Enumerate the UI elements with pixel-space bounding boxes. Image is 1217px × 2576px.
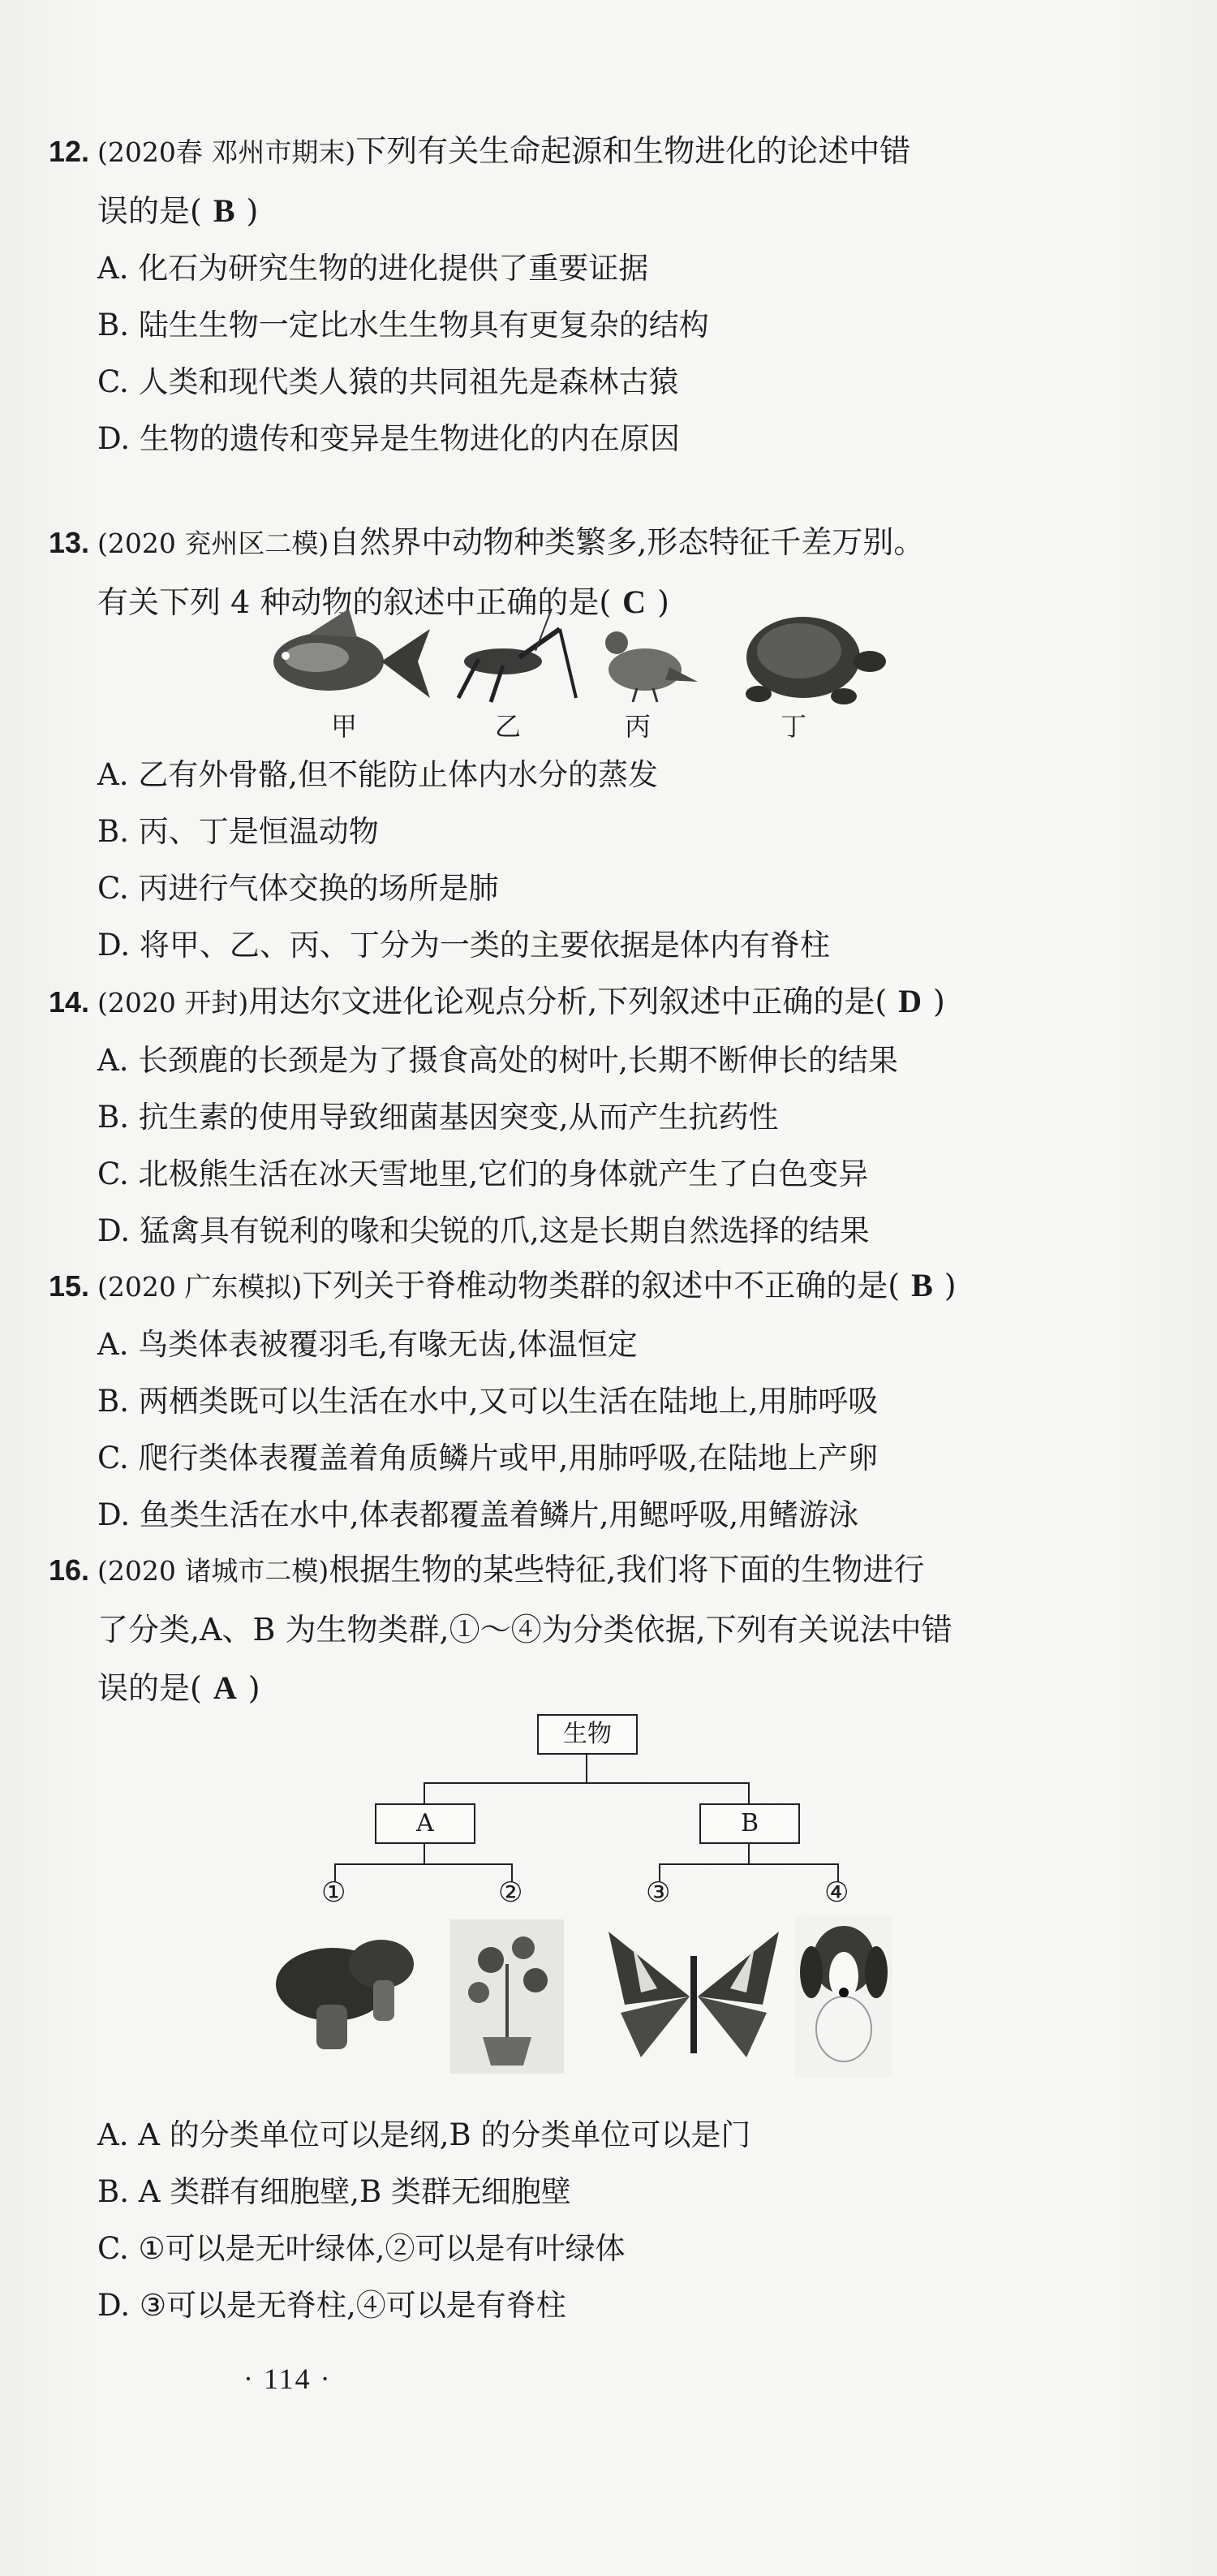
tree-connector: [424, 1782, 425, 1803]
butterfly-image: [608, 1932, 779, 2057]
page-number-dot: ·: [320, 2363, 332, 2395]
question-stem: 有关下列 4 种动物的叙述中正确的是(: [97, 584, 612, 620]
tree-node-a: A: [375, 1803, 475, 1844]
option-c: C. 丙进行气体交换的场所是肺: [97, 871, 499, 906]
question-source: (2020 开封): [97, 987, 249, 1019]
tree-leaf-label: ④: [824, 1876, 849, 1909]
option-a: A. 乙有外骨骼,但不能防止体内水分的蒸发: [97, 757, 659, 792]
question-16-options: [49, 2107, 1152, 2334]
tree-connector: [424, 1782, 750, 1784]
question-source: (2020 兖州区二模): [97, 528, 329, 559]
question-stem: ): [657, 584, 669, 620]
question-stem: 了分类,A、B 为生物类群,①～④为分类依据,下列有关说法中错: [97, 1612, 953, 1648]
figure-label: 丙: [625, 711, 652, 742]
question-number: 16.: [49, 1553, 90, 1587]
question-stem: 误的是(: [97, 1670, 202, 1706]
option-a: A. 长颈鹿的长颈是为了摄食高处的树叶,长期不断伸长的结果: [97, 1043, 899, 1078]
option-c: C. 人类和现代类人猿的共同祖先是森林古猿: [97, 364, 679, 399]
tree-connector: [586, 1753, 587, 1782]
question-number: 14.: [49, 985, 90, 1019]
question-stem: 误的是(: [97, 193, 202, 229]
option-d: D. 猛禽具有锐利的喙和尖锐的爪,这是长期自然选择的结果: [97, 1213, 870, 1248]
question-stem: ): [246, 193, 259, 229]
question-number: 15.: [49, 1269, 90, 1303]
figure-label: 乙: [495, 711, 522, 742]
question-stem: 下列关于脊椎动物类群的叙述中不正确的是(: [302, 1268, 901, 1303]
turtle-image: [746, 617, 886, 704]
option-d: D. 将甲、乙、丙、丁分为一类的主要依据是体内有脊柱: [97, 928, 830, 963]
option-b: B. 陆生生物一定比水生生物具有更复杂的结构: [97, 308, 709, 342]
question-stem: 自然界中动物种类繁多,形态特征千差万别。: [329, 524, 925, 560]
option-c: C. ①可以是无叶绿体,②可以是有叶绿体: [97, 2231, 626, 2266]
option-a: A. 鸟类体表被覆羽毛,有喙无齿,体温恒定: [97, 1327, 638, 1362]
page-number: [243, 2362, 332, 2396]
option-b: B. 抗生素的使用导致细菌基因突变,从而产生抗药性: [97, 1100, 779, 1135]
question-15: [49, 1256, 1152, 1544]
flower-plant-image: [450, 1919, 564, 2074]
tree-connector: [424, 1842, 425, 1863]
dog-image: [795, 1915, 892, 2078]
tree-leaf-label: ①: [321, 1876, 346, 1909]
option-b: B. A 类群有细胞壁,B 类群无细胞壁: [97, 2174, 571, 2209]
question-source: (2020春 邓州市期末): [97, 136, 356, 168]
option-d: D. 生物的遗传和变异是生物进化的内在原因: [97, 421, 680, 456]
tree-connector: [334, 1863, 513, 1865]
question-source: (2020 诸城市二模): [97, 1555, 329, 1587]
question-stem: 根据生物的某些特征,我们将下面的生物进行: [329, 1552, 925, 1587]
tree-connector: [748, 1842, 750, 1863]
tree-connector: [659, 1863, 839, 1865]
answer: D: [898, 983, 922, 1019]
option-d: D. 鱼类生活在水中,体表都覆盖着鳞片,用鳃呼吸,用鳍游泳: [97, 1497, 859, 1532]
page-number-dot: ·: [243, 2363, 255, 2395]
grasshopper-image: [458, 609, 576, 702]
pigeon-image: [605, 631, 698, 702]
option-c: C. 北极熊生活在冰天雪地里,它们的身体就产生了白色变异: [97, 1157, 869, 1191]
answer: B: [911, 1267, 933, 1303]
question-14: [49, 972, 1152, 1260]
tree-root: 生物: [537, 1714, 638, 1755]
answer: B: [213, 192, 235, 229]
question-stem: ): [247, 1670, 260, 1706]
option-b: B. 两栖类既可以生活在水中,又可以生活在陆地上,用肺呼吸: [97, 1384, 879, 1419]
option-d: D. ③可以是无脊柱,④可以是有脊柱: [97, 2288, 566, 2323]
question-16: [49, 1540, 1152, 1717]
tree-leaf-label: ③: [646, 1876, 671, 1909]
tree-connector: [748, 1782, 750, 1803]
page-number-value: 114: [264, 2363, 312, 2395]
tree-leaf-label: ②: [498, 1876, 523, 1909]
organisms-figure: [260, 1915, 892, 2078]
question-stem: 下列有关生命起源和生物进化的论述中错: [355, 133, 911, 169]
question-13-options: [49, 747, 1152, 974]
fish-image: [273, 609, 430, 698]
question-number: 13.: [49, 526, 90, 559]
answer: C: [622, 584, 647, 620]
figure-label: 甲: [331, 711, 358, 742]
option-a: A. 化石为研究生物的进化提供了重要证据: [97, 251, 649, 286]
option-b: B. 丙、丁是恒温动物: [97, 814, 379, 849]
tree-node-b: B: [699, 1803, 800, 1844]
question-stem: ): [944, 1268, 957, 1303]
figure-label: 丁: [781, 711, 807, 742]
question-12: [49, 122, 1152, 467]
question-source: (2020 广东模拟): [97, 1271, 303, 1303]
mushroom-image: [276, 1940, 414, 2049]
answer: A: [213, 1669, 237, 1706]
option-a: A. A 的分类单位可以是纲,B 的分类单位可以是门: [97, 2117, 751, 2152]
question-stem: ): [933, 984, 945, 1019]
option-c: C. 爬行类体表覆盖着角质鳞片或甲,用肺呼吸,在陆地上产卵: [97, 1441, 879, 1475]
question-number: 12.: [49, 135, 90, 168]
question-stem: 用达尔文进化论观点分析,下列叙述中正确的是(: [248, 984, 888, 1019]
